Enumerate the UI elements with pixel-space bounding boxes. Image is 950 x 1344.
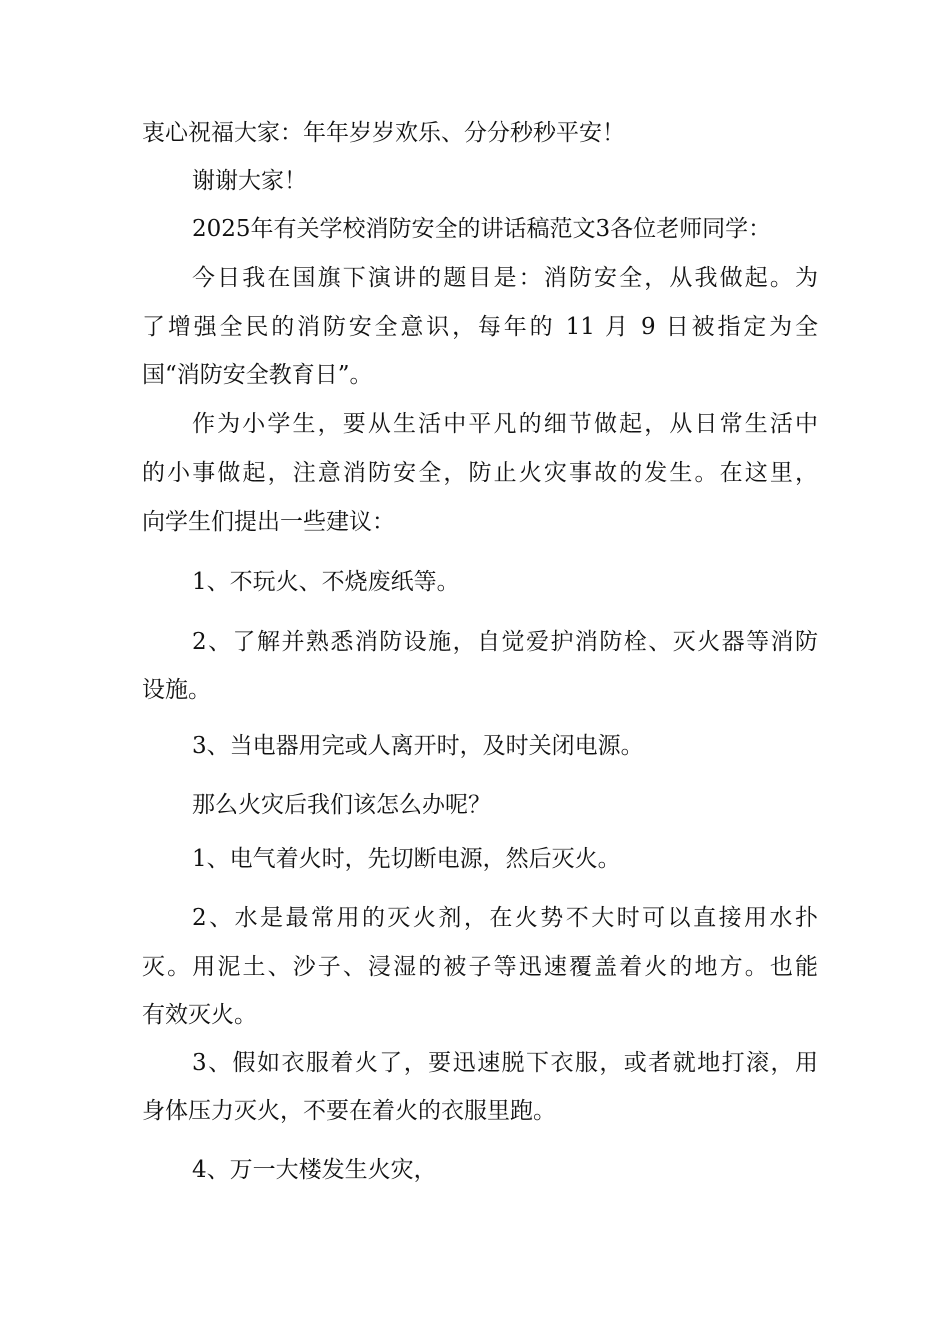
- text-line: 的小事做起，注意消防安全，防止火灾事故的发生。在这里，: [142, 460, 818, 486]
- text-line: 身体压力灭火，不要在着火的衣服里跑。: [142, 1098, 556, 1124]
- text-line: 设施。: [142, 677, 211, 703]
- text-line: 1、不玩火、不烧废纸等。: [192, 569, 460, 595]
- text-line: 3、当电器用完或人离开时，及时关闭电源。: [192, 733, 644, 759]
- text-line: 国“消防安全教育日”。: [142, 362, 373, 388]
- text-line: 2025年有关学校消防安全的讲话稿范文3各位老师同学：: [192, 216, 772, 242]
- text-line: 1、电气着火时，先切断电源，然后灭火。: [192, 846, 621, 872]
- text-line: 今日我在国旗下演讲的题目是：消防安全，从我做起。为: [192, 265, 818, 291]
- text-line: 了增强全民的消防安全意识，每年的 11 月 9 日被指定为全: [142, 314, 818, 340]
- text-line: 4、万一大楼发生火灾，: [192, 1157, 437, 1183]
- text-line: 灭。用泥土、沙子、浸湿的被子等迅速覆盖着火的地方。也能: [142, 954, 818, 980]
- text-line: 3、假如衣服着火了，要迅速脱下衣服，或者就地打滚，用: [192, 1050, 818, 1076]
- text-line: 谢谢大家！: [192, 168, 307, 194]
- text-line: 衷心祝福大家：年年岁岁欢乐、分分秒秒平安！: [142, 120, 625, 146]
- text-line: 有效灭火。: [142, 1002, 257, 1028]
- text-line: 作为小学生，要从生活中平凡的细节做起，从日常生活中: [192, 411, 818, 437]
- text-line: 向学生们提出一些建议：: [142, 509, 395, 535]
- text-line: 那么火灾后我们该怎么办呢？: [192, 792, 491, 818]
- text-line: 2、了解并熟悉消防设施，自觉爱护消防栓、灭火器等消防: [192, 629, 818, 655]
- text-line: 2、水是最常用的灭火剂，在火势不大时可以直接用水扑: [192, 905, 818, 931]
